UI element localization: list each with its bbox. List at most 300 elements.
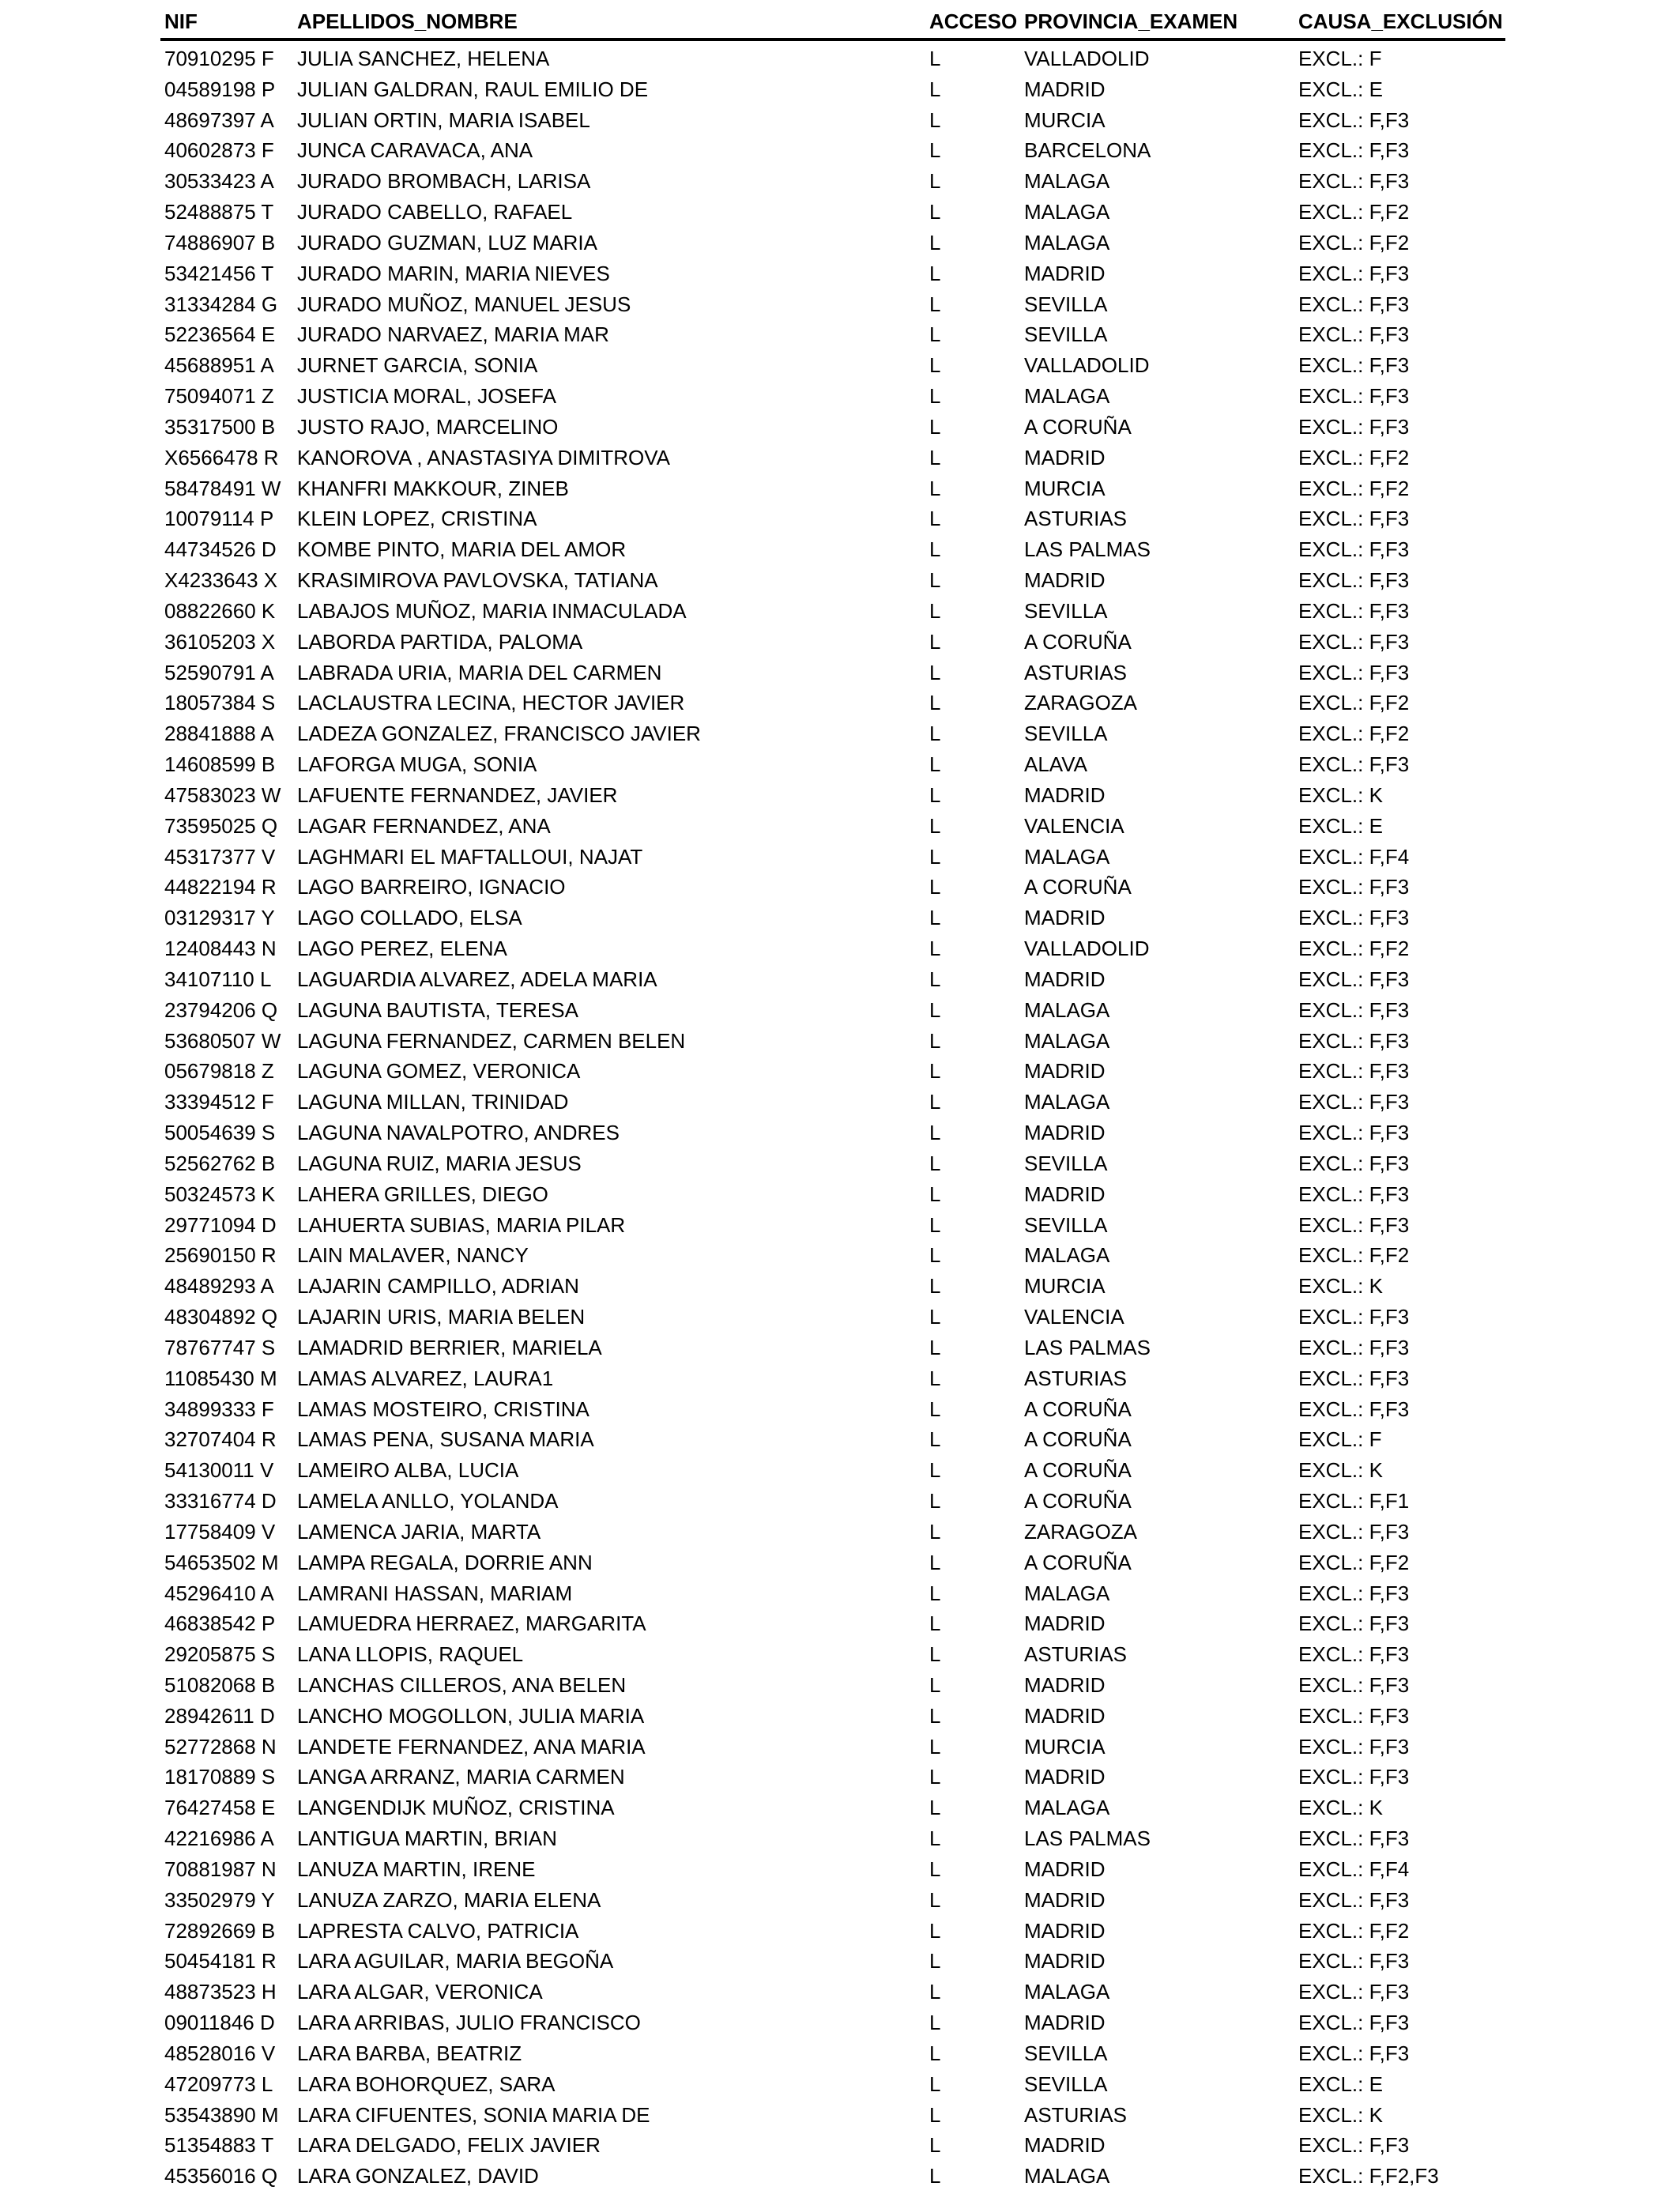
cell-apellidos-nombre: LANDETE FERNANDEZ, ANA MARIA — [297, 1734, 646, 1759]
table-row — [0, 842, 1680, 873]
cell-acceso: L — [929, 2164, 941, 2188]
cell-causa-exclusion: EXCL.: F,F4 — [1298, 1857, 1410, 1881]
cell-provincia-examen: SEVILLA — [1024, 722, 1108, 746]
cell-provincia-examen: MADRID — [1024, 568, 1106, 593]
cell-causa-exclusion: EXCL.: F,F2 — [1298, 1550, 1410, 1574]
table-row — [0, 1701, 1680, 1732]
cell-causa-exclusion: EXCL.: F,F3 — [1298, 752, 1410, 777]
table-row — [0, 1517, 1680, 1547]
table-row — [0, 105, 1680, 136]
table-row — [0, 1823, 1680, 1854]
cell-nif: 40602873 F — [164, 138, 274, 163]
cell-acceso: L — [929, 1305, 941, 1329]
cell-causa-exclusion: EXCL.: F,F3 — [1298, 1826, 1410, 1851]
cell-apellidos-nombre: LAGHMARI EL MAFTALLOUI, NAJAT — [297, 844, 643, 869]
cell-causa-exclusion: EXCL.: F,F3 — [1298, 1949, 1410, 1973]
cell-nif: 10079114 P — [164, 507, 274, 531]
cell-provincia-examen: MADRID — [1024, 906, 1106, 930]
cell-apellidos-nombre: JULIA SANCHEZ, HELENA — [297, 47, 550, 70]
cell-causa-exclusion: EXCL.: F,F3 — [1298, 107, 1410, 132]
table-row — [0, 1240, 1680, 1271]
cell-provincia-examen: BARCELONA — [1024, 138, 1151, 163]
cell-acceso: L — [929, 1489, 941, 1513]
cell-apellidos-nombre: LAMPA REGALA, DORRIE ANN — [297, 1550, 593, 1574]
cell-acceso: L — [929, 691, 941, 715]
cell-acceso: L — [929, 1121, 941, 1145]
cell-acceso: L — [929, 476, 941, 500]
cell-causa-exclusion: EXCL.: F,F3 — [1298, 875, 1410, 899]
cell-provincia-examen: MADRID — [1024, 1672, 1106, 1697]
cell-apellidos-nombre: JURADO NARVAEZ, MARIA MAR — [297, 322, 609, 347]
cell-apellidos-nombre: JURADO BROMBACH, LARISA — [297, 169, 591, 194]
cell-apellidos-nombre: LAPRESTA CALVO, PATRICIA — [297, 1918, 579, 1943]
cell-causa-exclusion: EXCL.: F,F3 — [1298, 138, 1410, 163]
cell-nif: 53421456 T — [164, 261, 274, 285]
cell-provincia-examen: MALAGA — [1024, 997, 1110, 1022]
cell-apellidos-nombre: LAMUEDRA HERRAEZ, MARGARITA — [297, 1612, 646, 1636]
cell-acceso: L — [929, 1612, 941, 1636]
cell-apellidos-nombre: LANTIGUA MARTIN, BRIAN — [297, 1826, 557, 1851]
cell-causa-exclusion: EXCL.: F,F1 — [1298, 1489, 1410, 1513]
table-row — [0, 2100, 1680, 2131]
cell-provincia-examen: MALAGA — [1024, 1980, 1110, 2004]
cell-acceso: L — [929, 384, 941, 409]
cell-nif: 70910295 F — [164, 47, 274, 70]
cell-nif: 76427458 E — [164, 1796, 276, 1820]
cell-nif: 48697397 A — [164, 107, 274, 132]
cell-provincia-examen: A CORUÑA — [1024, 875, 1132, 899]
cell-nif: 47209773 L — [164, 2071, 273, 2096]
table-row — [0, 1118, 1680, 1148]
cell-provincia-examen: MADRID — [1024, 1887, 1106, 1912]
cell-causa-exclusion: EXCL.: F,F3 — [1298, 261, 1410, 285]
cell-apellidos-nombre: JURADO GUZMAN, LUZ MARIA — [297, 230, 597, 254]
cell-provincia-examen: MADRID — [1024, 782, 1106, 807]
cell-causa-exclusion: EXCL.: F,F3 — [1298, 660, 1410, 684]
cell-acceso: L — [929, 598, 941, 623]
cell-provincia-examen: A CORUÑA — [1024, 1427, 1132, 1452]
cell-acceso: L — [929, 1335, 941, 1359]
cell-apellidos-nombre: LANGENDIJK MUÑOZ, CRISTINA — [297, 1796, 615, 1820]
cell-acceso: L — [929, 1857, 941, 1881]
header-nif: NIF — [164, 9, 198, 33]
cell-acceso: L — [929, 1887, 941, 1912]
cell-apellidos-nombre: JUNCA CARAVACA, ANA — [297, 138, 533, 163]
cell-apellidos-nombre: LAMENCA JARIA, MARTA — [297, 1519, 541, 1544]
cell-apellidos-nombre: LANUZA ZARZO, MARIA ELENA — [297, 1887, 601, 1912]
cell-acceso: L — [929, 1028, 941, 1053]
table-row — [0, 1394, 1680, 1425]
table-row — [0, 443, 1680, 473]
cell-nif: 29205875 S — [164, 1642, 276, 1667]
cell-causa-exclusion: EXCL.: E — [1298, 77, 1383, 101]
cell-acceso: L — [929, 1519, 941, 1544]
cell-acceso: L — [929, 353, 941, 378]
table-row — [0, 43, 1680, 74]
cell-acceso: L — [929, 47, 941, 70]
cell-acceso: L — [929, 1550, 941, 1574]
table-row — [0, 2038, 1680, 2069]
cell-causa-exclusion: EXCL.: F,F2 — [1298, 200, 1410, 224]
cell-nif: X4233643 X — [164, 568, 278, 593]
cell-acceso: L — [929, 230, 941, 254]
cell-nif: 31334284 G — [164, 292, 278, 316]
cell-apellidos-nombre: LAMAS ALVAREZ, LAURA1 — [297, 1366, 554, 1390]
cell-causa-exclusion: EXCL.: F,F2 — [1298, 476, 1410, 500]
cell-provincia-examen: ASTURIAS — [1024, 1642, 1128, 1667]
cell-apellidos-nombre: LAMELA ANLLO, YOLANDA — [297, 1489, 559, 1513]
cell-apellidos-nombre: LAGO COLLADO, ELSA — [297, 906, 522, 930]
table-row — [0, 1885, 1680, 1916]
cell-apellidos-nombre: LAGUNA RUIZ, MARIA JESUS — [297, 1151, 582, 1175]
cell-provincia-examen: LAS PALMAS — [1024, 1826, 1151, 1851]
table-row — [0, 964, 1680, 995]
cell-acceso: L — [929, 1949, 941, 1973]
table-row — [0, 1363, 1680, 1394]
cell-provincia-examen: VALLADOLID — [1024, 937, 1150, 961]
cell-acceso: L — [929, 1274, 941, 1299]
cell-apellidos-nombre: LAGO BARREIRO, IGNACIO — [297, 875, 566, 899]
table-row — [0, 1271, 1680, 1302]
cell-apellidos-nombre: LAGUNA MILLAN, TRINIDAD — [297, 1090, 569, 1114]
cell-nif: 17758409 V — [164, 1519, 276, 1544]
cell-acceso: L — [929, 77, 941, 101]
cell-apellidos-nombre: LARA DELGADO, FELIX JAVIER — [297, 2133, 601, 2158]
cell-nif: 50454181 R — [164, 1949, 277, 1973]
cell-causa-exclusion: EXCL.: F,F3 — [1298, 169, 1410, 194]
cell-nif: 28942611 D — [164, 1703, 275, 1728]
cell-causa-exclusion: EXCL.: F,F2 — [1298, 691, 1410, 715]
cell-acceso: L — [929, 292, 941, 316]
table-row — [0, 166, 1680, 197]
table-row — [0, 1455, 1680, 1486]
table-row — [0, 1026, 1680, 1057]
cell-apellidos-nombre: LAGUNA GOMEZ, VERONICA — [297, 1059, 581, 1084]
table-row — [0, 903, 1680, 933]
cell-causa-exclusion: EXCL.: F,F4 — [1298, 844, 1410, 869]
cell-acceso: L — [929, 2041, 941, 2065]
table-row — [0, 381, 1680, 412]
table-row — [0, 1056, 1680, 1087]
cell-apellidos-nombre: KRASIMIROVA PAVLOVSKA, TATIANA — [297, 568, 658, 593]
cell-acceso: L — [929, 1765, 941, 1789]
table-row — [0, 2161, 1680, 2192]
table-row — [0, 1302, 1680, 1333]
table-row — [0, 2069, 1680, 2100]
cell-nif: 25690150 R — [164, 1243, 277, 1268]
table-row — [0, 565, 1680, 596]
cell-acceso: L — [929, 1366, 941, 1390]
cell-nif: 52562762 B — [164, 1151, 276, 1175]
cell-nif: 44734526 D — [164, 537, 277, 562]
cell-apellidos-nombre: JUSTICIA MORAL, JOSEFA — [297, 384, 556, 409]
cell-acceso: L — [929, 169, 941, 194]
cell-causa-exclusion: EXCL.: F,F3 — [1298, 568, 1410, 593]
cell-apellidos-nombre: LAFUENTE FERNANDEZ, JAVIER — [297, 782, 618, 807]
cell-nif: 78767747 S — [164, 1335, 276, 1359]
cell-provincia-examen: A CORUÑA — [1024, 629, 1132, 654]
cell-causa-exclusion: EXCL.: F,F2,F3 — [1298, 2164, 1439, 2188]
cell-acceso: L — [929, 2133, 941, 2158]
table-row — [0, 1946, 1680, 1977]
header-causa-exclusion: CAUSA_EXCLUSIÓN — [1298, 9, 1503, 33]
cell-acceso: L — [929, 660, 941, 684]
cell-apellidos-nombre: LAGAR FERNANDEZ, ANA — [297, 813, 551, 838]
cell-acceso: L — [929, 1182, 941, 1206]
table-row — [0, 2130, 1680, 2161]
cell-nif: 33394512 F — [164, 1090, 274, 1114]
table-row — [0, 780, 1680, 811]
cell-nif: 34107110 L — [164, 967, 272, 991]
cell-provincia-examen: SEVILLA — [1024, 322, 1108, 347]
cell-apellidos-nombre: LAFORGA MUGA, SONIA — [297, 752, 537, 777]
table-row — [0, 1424, 1680, 1455]
cell-causa-exclusion: EXCL.: F,F3 — [1298, 1366, 1410, 1390]
table-row — [0, 1793, 1680, 1823]
cell-apellidos-nombre: LARA ALGAR, VERONICA — [297, 1980, 543, 2004]
cell-acceso: L — [929, 1059, 941, 1084]
cell-nif: 48489293 A — [164, 1274, 274, 1299]
cell-acceso: L — [929, 1151, 941, 1175]
table-row — [0, 289, 1680, 320]
cell-provincia-examen: MALAGA — [1024, 844, 1110, 869]
table-row — [0, 1148, 1680, 1179]
cell-provincia-examen: SEVILLA — [1024, 598, 1108, 623]
cell-nif: 48304892 Q — [164, 1305, 278, 1329]
cell-causa-exclusion: EXCL.: K — [1298, 1274, 1383, 1299]
cell-apellidos-nombre: LABAJOS MUÑOZ, MARIA INMACULADA — [297, 598, 687, 623]
cell-apellidos-nombre: JULIAN ORTIN, MARIA ISABEL — [297, 107, 590, 132]
cell-causa-exclusion: EXCL.: F,F2 — [1298, 1918, 1410, 1943]
cell-provincia-examen: MADRID — [1024, 2133, 1106, 2158]
cell-causa-exclusion: EXCL.: F,F3 — [1298, 507, 1410, 531]
cell-apellidos-nombre: KOMBE PINTO, MARIA DEL AMOR — [297, 537, 627, 562]
cell-apellidos-nombre: LARA BOHORQUEZ, SARA — [297, 2071, 556, 2096]
cell-provincia-examen: A CORUÑA — [1024, 1397, 1132, 1421]
table-row — [0, 627, 1680, 658]
table-row — [0, 1639, 1680, 1670]
cell-acceso: L — [929, 1243, 941, 1268]
cell-apellidos-nombre: KANOROVA , ANASTASIYA DIMITROVA — [297, 445, 670, 469]
table-row — [0, 412, 1680, 443]
cell-causa-exclusion: EXCL.: F,F3 — [1298, 1090, 1410, 1114]
cell-nif: 48528016 V — [164, 2041, 276, 2065]
cell-nif: 30533423 A — [164, 169, 274, 194]
cell-provincia-examen: MADRID — [1024, 1121, 1106, 1145]
cell-apellidos-nombre: LAMAS MOSTEIRO, CRISTINA — [297, 1397, 590, 1421]
cell-acceso: L — [929, 1397, 941, 1421]
cell-provincia-examen: MADRID — [1024, 1949, 1106, 1973]
header-acceso: ACCESO — [929, 9, 1018, 33]
header-underline — [160, 38, 1505, 41]
cell-causa-exclusion: EXCL.: F,F3 — [1298, 1212, 1410, 1237]
cell-nif: 45296410 A — [164, 1581, 274, 1605]
cell-acceso: L — [929, 722, 941, 746]
table-row — [0, 749, 1680, 780]
cell-apellidos-nombre: LAGUARDIA ALVAREZ, ADELA MARIA — [297, 967, 657, 991]
table-row — [0, 319, 1680, 350]
cell-acceso: L — [929, 629, 941, 654]
cell-acceso: L — [929, 1918, 941, 1943]
cell-provincia-examen: SEVILLA — [1024, 292, 1108, 316]
cell-provincia-examen: MADRID — [1024, 1765, 1106, 1789]
cell-causa-exclusion: EXCL.: F,F3 — [1298, 1887, 1410, 1912]
table-row — [0, 1547, 1680, 1578]
cell-apellidos-nombre: LAGUNA FERNANDEZ, CARMEN BELEN — [297, 1028, 686, 1053]
cell-causa-exclusion: EXCL.: F,F3 — [1298, 1121, 1410, 1145]
cell-nif: 50324573 K — [164, 1182, 276, 1206]
cell-nif: 04589198 P — [164, 77, 276, 101]
cell-nif: 42216986 A — [164, 1826, 274, 1851]
table-row — [0, 658, 1680, 688]
cell-nif: 51354883 T — [164, 2133, 274, 2158]
cell-provincia-examen: MADRID — [1024, 1059, 1106, 1084]
cell-apellidos-nombre: LAMAS PENA, SUSANA MARIA — [297, 1427, 594, 1452]
cell-nif: 47583023 W — [164, 782, 281, 807]
cell-causa-exclusion: EXCL.: E — [1298, 813, 1383, 838]
cell-acceso: L — [929, 1427, 941, 1452]
table-row — [0, 135, 1680, 166]
cell-causa-exclusion: EXCL.: F,F3 — [1298, 1397, 1410, 1421]
table-row — [0, 933, 1680, 964]
cell-nif: 14608599 B — [164, 752, 276, 777]
cell-provincia-examen: A CORUÑA — [1024, 1458, 1132, 1483]
cell-apellidos-nombre: KLEIN LOPEZ, CRISTINA — [297, 507, 537, 531]
cell-provincia-examen: MALAGA — [1024, 230, 1110, 254]
cell-provincia-examen: MALAGA — [1024, 1243, 1110, 1268]
cell-apellidos-nombre: LANUZA MARTIN, IRENE — [297, 1857, 536, 1881]
table-row — [0, 1179, 1680, 1210]
cell-apellidos-nombre: LANGA ARRANZ, MARIA CARMEN — [297, 1765, 625, 1789]
cell-apellidos-nombre: JURADO MARIN, MARIA NIEVES — [297, 261, 610, 285]
table-row — [0, 1087, 1680, 1118]
cell-apellidos-nombre: LARA CIFUENTES, SONIA MARIA DE — [297, 2102, 650, 2127]
cell-causa-exclusion: EXCL.: F,F3 — [1298, 292, 1410, 316]
cell-apellidos-nombre: LAMADRID BERRIER, MARIELA — [297, 1335, 602, 1359]
cell-provincia-examen: ASTURIAS — [1024, 1366, 1128, 1390]
cell-nif: 45317377 V — [164, 844, 276, 869]
cell-provincia-examen: MADRID — [1024, 1612, 1106, 1636]
cell-acceso: L — [929, 906, 941, 930]
cell-acceso: L — [929, 1734, 941, 1759]
table-row — [0, 473, 1680, 504]
cell-nif: 05679818 Z — [164, 1059, 274, 1084]
cell-causa-exclusion: EXCL.: F,F3 — [1298, 322, 1410, 347]
cell-acceso: L — [929, 1796, 941, 1820]
cell-causa-exclusion: EXCL.: F,F2 — [1298, 937, 1410, 961]
cell-provincia-examen: LAS PALMAS — [1024, 1335, 1151, 1359]
cell-nif: 33502979 Y — [164, 1887, 275, 1912]
cell-apellidos-nombre: LANCHAS CILLEROS, ANA BELEN — [297, 1672, 627, 1697]
cell-causa-exclusion: EXCL.: F,F3 — [1298, 629, 1410, 654]
cell-causa-exclusion: EXCL.: F — [1298, 1427, 1382, 1452]
cell-causa-exclusion: EXCL.: E — [1298, 2071, 1383, 2096]
cell-acceso: L — [929, 1212, 941, 1237]
cell-provincia-examen: MALAGA — [1024, 1581, 1110, 1605]
cell-nif: 28841888 A — [164, 722, 274, 746]
cell-provincia-examen: MADRID — [1024, 77, 1106, 101]
cell-provincia-examen: MADRID — [1024, 1857, 1106, 1881]
cell-apellidos-nombre: LAIN MALAVER, NANCY — [297, 1243, 529, 1268]
cell-apellidos-nombre: KHANFRI MAKKOUR, ZINEB — [297, 476, 569, 500]
cell-nif: 53543890 M — [164, 2102, 279, 2127]
cell-provincia-examen: ALAVA — [1024, 752, 1087, 777]
header-provincia-examen: PROVINCIA_EXAMEN — [1024, 9, 1238, 33]
table-row — [0, 1977, 1680, 2007]
cell-causa-exclusion: EXCL.: F,F3 — [1298, 1581, 1410, 1605]
cell-causa-exclusion: EXCL.: F,F3 — [1298, 997, 1410, 1022]
cell-acceso: L — [929, 200, 941, 224]
table-header — [0, 6, 1680, 37]
cell-acceso: L — [929, 445, 941, 469]
cell-acceso: L — [929, 107, 941, 132]
cell-nif: 54653502 M — [164, 1550, 279, 1574]
cell-acceso: L — [929, 537, 941, 562]
cell-provincia-examen: A CORUÑA — [1024, 414, 1132, 439]
cell-acceso: L — [929, 967, 941, 991]
cell-apellidos-nombre: LARA GONZALEZ, DAVID — [297, 2164, 539, 2188]
cell-provincia-examen: MURCIA — [1024, 1274, 1106, 1299]
cell-acceso: L — [929, 322, 941, 347]
cell-acceso: L — [929, 568, 941, 593]
cell-nif: 72892669 B — [164, 1918, 276, 1943]
table-row — [0, 811, 1680, 842]
cell-nif: 35317500 B — [164, 414, 276, 439]
cell-acceso: L — [929, 1642, 941, 1667]
cell-causa-exclusion: EXCL.: F,F3 — [1298, 1703, 1410, 1728]
cell-acceso: L — [929, 261, 941, 285]
cell-provincia-examen: LAS PALMAS — [1024, 537, 1151, 562]
cell-provincia-examen: MADRID — [1024, 2011, 1106, 2035]
cell-provincia-examen: VALLADOLID — [1024, 353, 1150, 378]
cell-causa-exclusion: EXCL.: F,F3 — [1298, 1612, 1410, 1636]
cell-provincia-examen: VALLADOLID — [1024, 47, 1150, 70]
cell-causa-exclusion: EXCL.: K — [1298, 1796, 1383, 1820]
cell-acceso: L — [929, 1703, 941, 1728]
cell-causa-exclusion: EXCL.: F,F3 — [1298, 2133, 1410, 2158]
cell-acceso: L — [929, 937, 941, 961]
cell-causa-exclusion: EXCL.: F,F3 — [1298, 1672, 1410, 1697]
cell-provincia-examen: MURCIA — [1024, 476, 1106, 500]
cell-causa-exclusion: EXCL.: F,F3 — [1298, 1980, 1410, 2004]
table-row — [0, 74, 1680, 105]
cell-nif: 03129317 Y — [164, 906, 275, 930]
cell-nif: 50054639 S — [164, 1121, 276, 1145]
cell-nif: 48873523 H — [164, 1980, 277, 2004]
cell-nif: 32707404 R — [164, 1427, 277, 1452]
table-row — [0, 1854, 1680, 1885]
cell-nif: 18057384 S — [164, 691, 276, 715]
table-row — [0, 1608, 1680, 1639]
cell-apellidos-nombre: LAHERA GRILLES, DIEGO — [297, 1182, 548, 1206]
cell-causa-exclusion: EXCL.: F,F3 — [1298, 967, 1410, 991]
cell-apellidos-nombre: LAHUERTA SUBIAS, MARIA PILAR — [297, 1212, 626, 1237]
cell-apellidos-nombre: LARA AGUILAR, MARIA BEGOÑA — [297, 1949, 614, 1973]
cell-causa-exclusion: EXCL.: F,F3 — [1298, 1765, 1410, 1789]
cell-causa-exclusion: EXCL.: F,F2 — [1298, 722, 1410, 746]
cell-provincia-examen: SEVILLA — [1024, 1212, 1108, 1237]
cell-acceso: L — [929, 875, 941, 899]
cell-provincia-examen: A CORUÑA — [1024, 1489, 1132, 1513]
cell-provincia-examen: MURCIA — [1024, 1734, 1106, 1759]
cell-apellidos-nombre: LAGUNA BAUTISTA, TERESA — [297, 997, 578, 1022]
table-row — [0, 1486, 1680, 1517]
cell-nif: 75094071 Z — [164, 384, 274, 409]
table-row — [0, 2007, 1680, 2038]
cell-provincia-examen: ASTURIAS — [1024, 660, 1128, 684]
table-row — [0, 258, 1680, 289]
cell-provincia-examen: ZARAGOZA — [1024, 1519, 1138, 1544]
